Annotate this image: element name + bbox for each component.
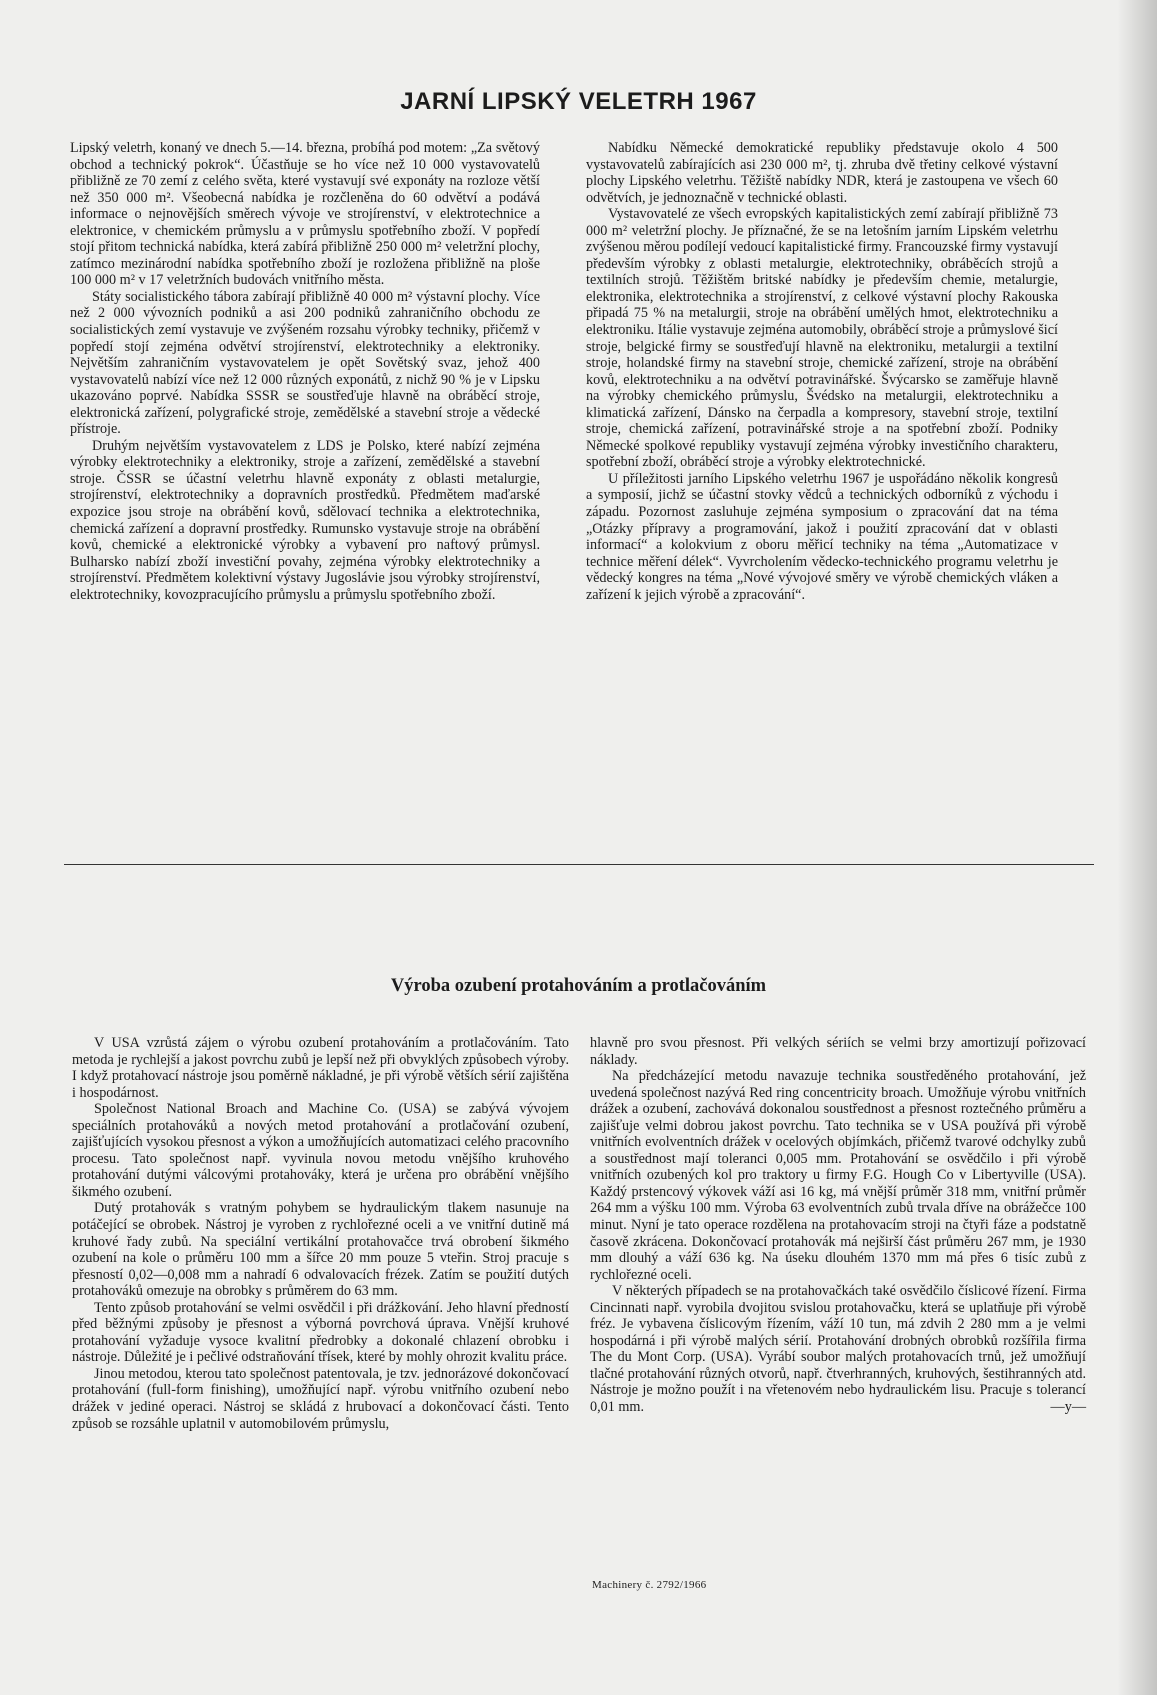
article1-left-column	[70, 140, 540, 603]
paragraph: Lipský veletrh, konaný ve dnech 5.—14. března, probíhá pod motem: „Za světový obchod a technický pokrok“. Účastňuje se ho více než 10 000 vystavovatelů přibližně ze 70 zemí z celého světa, které vystavují své exponáty na rozloze větší než 350 000 m². Všeobecná nabídka je rozčleněna do 60 odvětví a podává informace o nejnovějších směrech vývoje ve strojírenství, v elektrotechnice a elektronice, v chemickém průmyslu a v průmyslu spotřebního zboží. V popředí stojí přitom technická nabídka, která zabírá přibližně 250 000 m² veletržní plochy, zatímco mezinárodní nabídka spotřebního zboží je rozložena přibližně na ploše 100 000 m² v 17 veletržních budovách vnitřního města.	[70, 140, 540, 289]
paragraph: Vystavovatelé ze všech evropských kapitalistických zemí zabírají přibližně 73 000 m² veletržní plochy. Je příznačné, že se na letošním jarním Lipském veletrhu zvýšenou měrou podílejí vedoucí kapitalistické firmy. Francouzské firmy vystavují především výrobky z oblasti metalurgie, elektrotechniky, obráběcích strojů a textilních strojů. Těžištěm britské nabídky je především chemie, metalurgie, elektronika, elektrotechnika a strojírenství, z celkové výstavní plochy Rakouska připadá 75 % na metalurgii, stroje na obrábění umělých hmot, elektrotechniku a elektroniku. Itálie vystavuje zejména automobily, obráběcí stroje a průmyslové šicí stroje, belgické firmy se soustřeďují hlavně na elektroniku, metalurgii a textilní stroje, holandské firmy na stavební stroje, chemické zařízení, stroje na obrábění kovů, elektrotechniku a na odvětví potravinářské. Švýcarsko se zaměřuje hlavně na výrobky chemického průmyslu, Švédsko na metalurgii, elektrotechniku a klimatická zařízení, Dánsko na čerpadla a kompresory, stavební stroje, textilní stroje, chemická zařízení, potravinářské stroje a na spotřební zboží. Podniky Německé spolkové republiky vystavují zejména výrobky investičního charakteru, spotřební zboží, obráběcí stroje a výrobky elektrotechnické.	[586, 206, 1058, 471]
paragraph: hlavně pro svou přesnost. Při velkých sériích se velmi brzy amortizují pořizovací náklady.	[590, 1035, 1086, 1068]
paragraph: V USA vzrůstá zájem o výrobu ozubení protahováním a protlačováním. Tato metoda je rychlejší a jakost povrchu zubů je lepší než při obvyklých způsobech výroby. I když protahovací nástroje jsou poměrně nákladné, je při výrobě větších sérií zajištěna i hospodárnost.	[72, 1035, 569, 1101]
article2-left-column	[72, 1035, 569, 1432]
article1-right-column	[586, 140, 1058, 603]
source-citation: Machinery č. 2792/1966	[592, 1579, 707, 1591]
paragraph: Státy socialistického tábora zabírají přibližně 40 000 m² výstavní plochy. Více než 2 000 vývozních podniků a asi 200 podniků zahraničního obchodu ze socialistických zemí vystavuje ve zvýšeném rozsahu výrobky techniky, přičemž v popředí stojí zejména odvětví strojírenství, elektrotechniky a elektroniky. Největším zahraničním vystavovatelem je opět Sovětský svaz, jehož 400 vystavovatelů nabízí více než 12 000 různých exponátů, z nichž 90 % je v Lipsku ukazováno poprvé. Nabídka SSSR se soustřeďuje hlavně na obráběcí stroje, elektronická zařízení, polygrafické stroje, zemědělské a stavební stroje a vědecké přístroje.	[70, 288, 540, 438]
page-edge-shadow	[1117, 0, 1157, 1695]
paragraph: U příležitosti jarního Lipského veletrhu 1967 je uspořádáno několik kongresů a symposií, jichž se účastní stovky vědců a technických odborníků z východu i západu. Pozornost zasluhuje zejména symposium o zpracování dat na téma „Otázky přípravy a programování, jakož i použití zpracování dat v oblasti informací“ a kolokvium z oboru měřicí techniky na téma „Automatizace v technice měření délek“. Vyvrcholením vědecko-technického programu veletrhu je vědecký kongres na téma „Nové vývojové směry ve výrobě chemických vláken a zařízení k jejich výrobě a zpracování“.	[586, 470, 1058, 603]
paragraph: Jinou metodou, kterou tato společnost patentovala, je tzv. jednorázové dokončovací protahování (full-form finishing), umožňující např. výrobu vnitřního ozubení nebo drážek v jediné operaci. Nástroj se skládá z hrubovací a dokončovací části. Tento způsob se rozsáhle uplatnil v automobilovém průmyslu,	[72, 1365, 569, 1432]
paragraph: Tento způsob protahování se velmi osvědčil i při drážkování. Jeho hlavní předností před běžnými způsoby je přesnost a výborná povrchová úprava. Vnější kruhové protahování vyžaduje vysoce kvalitní předrobky a dokonalé chlazení obrobku i nástroje. Důležité je i pečlivé odstraňování třísek, které by mohly ohrozit kvalitu práce.	[72, 1299, 569, 1366]
author-signature: —y—	[1050, 1399, 1086, 1416]
paragraph: Společnost National Broach and Machine Co. (USA) se zabývá vývojem speciálních protahováků a nových metod protahování a protlačování ozubení, zajišťujících vysokou přesnost a výkon a umožňujících automatizaci celého pracovního procesu. Tato společnost např. vyvinula novou metodu vnějšího kruhového protahování dutými válcovými protahováky, která je určena pro obrábění vnějšího šikmého ozubení.	[72, 1101, 569, 1200]
article2-right-column	[590, 1035, 1086, 1416]
section-divider	[64, 864, 1094, 865]
paragraph: Druhým největším vystavovatelem z LDS je Polsko, které nabízí zejména výrobky elektrotechniky a elektroniky, stroje a zařízení, zemědělské a stavební stroje. ČSSR se účastní veletrhu hlavně exponáty z oblasti metalurgie, strojírenství, elektrotechniky a dopravních prostředků. Předmětem maďarské expozice jsou stroje na obrábění kovů, sdělovací technika a elektrotechnika, chemická zařízení a dopravní prostředky. Rumunsko vystavuje stroje na obrábění kovů, chemické a elektronické výrobky a vybavení pro naftový průmysl. Bulharsko nabízí zboží investiční povahy, zejména výrobky elektrotechniky a strojírenství. Předmětem kolektivní výstavy Jugoslávie jsou výrobky strojírenství, elektrotechniky, kovozpracujícího průmyslu a průmyslu spotřebního zboží.	[70, 437, 540, 603]
paragraph: Na předcházející metodu navazuje technika soustředěného protahování, jež uvedená společnost nazývá Red ring concentricity broach. Umožňuje výrobu vnitřních drážek a ozubení, zachovává dokonalou soustřednost a přesnost roztečného průměru a zajišťuje velmi dobrou jakost povrchu. Tato technika se v USA používá při výrobě vnitřních evolventních drážek v ocelových objímkách, přičemž tvarové odchylky zubů a soustřednost mají toleranci 0,005 mm. Protahování se osvědčilo i při výrobě vnitřních ozubených kol pro traktory u firmy F.G. Hough Co v Libertyville (USA). Každý prstencový výkovek váží asi 16 kg, má vnější průměr 318 mm, vnitřní průměr 264 mm a výšku 100 mm. Výroba 63 evolventních zubů trvala dříve na obrážečce 100 minut. Nyní je tato operace rozdělena na protahovacím stroji na čtyři fáze a podstatně časově zkrácena. Dokončovací protahovák má nejširší část průměru 267 mm, je 1930 mm dlouhý a váží 636 kg. Na úseku dlouhém 1370 mm má přes 6 tisíc zubů z rychlořezné oceli.	[590, 1068, 1086, 1283]
paragraph: Nabídku Německé demokratické republiky představuje okolo 4 500 vystavovatelů zabírajících asi 230 000 m², tj. zhruba dvě třetiny celkové výstavní plochy Lipského veletrhu. Těžiště nabídky NDR, která je zastoupena ve všech 60 odvětvích, je jednoznačně v technické oblasti.	[586, 140, 1058, 206]
article-title-leipzig-fair: JARNÍ LIPSKÝ VELETRH 1967	[400, 88, 757, 115]
last-paragraph	[590, 1283, 1086, 1415]
article-title-broaching: Výroba ozubení protahováním a protlačováním	[390, 976, 767, 996]
paragraph-text: V některých případech se na protahovačkách také osvědčilo číslicové řízení. Firma Cincinnati např. vyrobila dvojitou svislou protahovačku, která se uplatňuje při výrobě fréz. Je vybavena číslicovým řízením, váží 10 tun, má zdvih 2 280 mm a je velmi hospodárná i při výrobě malých sérií. Protahování drobných obrobků rozšířila firma The du Mont Corp. (USA). Vyrábí soubor malých protahovacích trnů, jež umožňují tlačné protahování různých otvorů, např. čtverhranných, kruhových, šestihranných atd. Nástroje je možno použít i na vřetenovém nebo hydraulickém lisu. Pracuje s tolerancí 0,01 mm.	[590, 1283, 1086, 1416]
paragraph: Dutý protahovák s vratným pohybem se hydraulickým tlakem nasunuje na potáčející se obrobek. Nástroj je vyroben z rychlořezné oceli a ve vnitřní dutině má kruhové řady zubů. Na speciální vertikální protahovačce trvá obrobení šikmého ozubení na kole o průměru 100 mm a šířce 20 mm pouze 5 vteřin. Stroj pracuje s přesností 0,02—0,008 mm a nahradí 6 odvalovacích frézek. Zatím se použití dutých protahováků omezuje na obrobky s průměrem do 63 mm.	[72, 1200, 569, 1300]
